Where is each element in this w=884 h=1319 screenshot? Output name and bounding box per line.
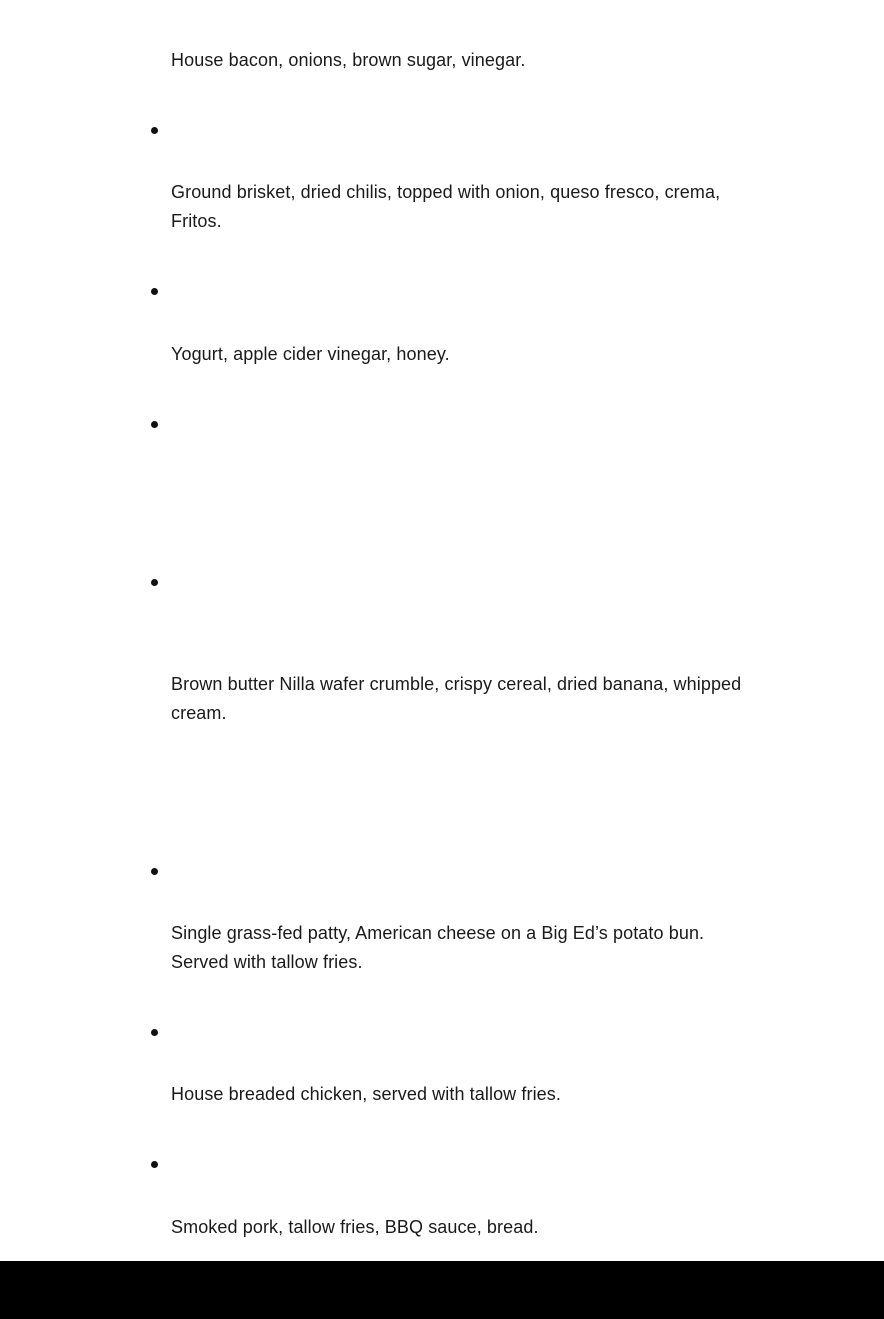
menu-item-description: House breaded chicken, served with tallow fries. xyxy=(171,1084,561,1104)
menu-item-description: Single grass-fed patty, American cheese on a Big Ed’s potato bun. Served with tallow fries. xyxy=(171,923,705,972)
list-bullet xyxy=(151,868,158,875)
list-bullet xyxy=(151,579,158,586)
menu-item-description: Ground brisket, dried chilis, topped with onion, queso fresco, crema, Fritos. xyxy=(171,182,721,231)
list-bullet xyxy=(151,1161,158,1168)
list-bullet xyxy=(151,421,158,428)
list-bullet xyxy=(151,1029,158,1036)
menu-item-description: Yogurt, apple cider vinegar, honey. xyxy=(171,344,450,364)
list-bullet xyxy=(151,127,158,134)
footer-bar xyxy=(0,1261,884,1319)
list-bullet xyxy=(151,288,158,295)
menu-item-description: Brown butter Nilla wafer crumble, crispy cereal, dried banana, whipped cream. xyxy=(171,674,742,723)
menu-item-description: House bacon, onions, brown sugar, vinegar. xyxy=(171,50,526,70)
menu-item-description: Smoked pork, tallow fries, BBQ sauce, bread. xyxy=(171,1217,539,1237)
